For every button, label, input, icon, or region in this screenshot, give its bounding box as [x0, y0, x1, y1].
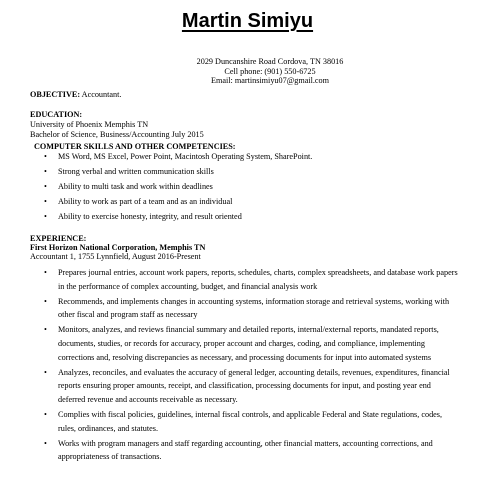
skill-item: • Ability to multi task and work within deadlines — [44, 182, 213, 191]
bullet-icon: • — [44, 325, 47, 335]
duty-item: • Recommends, and implements changes in accounting systems, information storage and retrieval systems, working with other fiscal and program staff as necessary — [44, 296, 450, 320]
education-heading: EDUCATION: — [30, 110, 83, 119]
skill-item: • Ability to work as part of a team and as an individual — [44, 197, 233, 206]
bullet-icon: • — [44, 152, 47, 161]
skill-item: • MS Word, MS Excel, Power Point, Macintosh Operating System, SharePoint. — [44, 152, 313, 161]
email-line: Email: martinsimiyu07@gmail.com — [210, 76, 330, 85]
address-line: 2029 Duncanshire Road Cordova, TN 38016 — [196, 57, 344, 66]
bullet-icon: • — [44, 296, 47, 306]
education-school: University of Phoenix Memphis TN — [30, 120, 149, 129]
skills-list — [40, 152, 312, 227]
duty-item: • Prepares journal entries, account work papers, reports, schedules, charts, complex spreadsheets, and database work papers in the performance of complex accounting, budget, and financial analysis work — [44, 268, 458, 291]
duty-item: • Monitors, analyzes, and reviews financial summary and detailed reports, internal/external reports, mandated reports, documents, studies, or records for accuracy, proper account and charges, coding, and compliance, implementing corrections and, resolving discrepancies as necessary, and processing documents for input into automated systems — [44, 325, 439, 362]
education-degree: Bachelor of Science, Business/Accounting July 2015 — [30, 130, 204, 139]
bullet-icon: • — [44, 268, 47, 277]
bullet-icon: • — [44, 212, 47, 221]
bullet-icon: • — [44, 197, 47, 206]
bullet-icon: • — [44, 409, 47, 419]
bullet-icon: • — [44, 182, 47, 191]
experience-heading: EXPERIENCE: — [30, 234, 87, 243]
skills-heading: COMPUTER SKILLS AND OTHER COMPETENCIES: — [34, 142, 236, 151]
objective-value: Accountant. — [81, 90, 122, 99]
contact-block — [160, 57, 380, 86]
duty-item: • Analyzes, reconciles, and evaluates the accuracy of general ledger, accounting details, revenues, expenditures, financial reports ensuring proper amounts, receipt, and classification, processing documents for input, and posting year end deferred revenue and accounts receivable as necessary. — [44, 367, 450, 404]
duty-item: • Complies with fiscal policies, guidelines, internal fiscal controls, and applicable Federal and State regulations, codes, rules, ordinances, and statutes. — [44, 409, 443, 433]
bullet-icon: • — [44, 167, 47, 176]
duty-item: • Works with program managers and staff regarding accounting, other financial matters, accounting corrections, and appropriateness of transactions. — [44, 438, 433, 462]
objective-label: OBJECTIVE: — [30, 90, 81, 99]
bullet-icon: • — [44, 438, 47, 448]
objective-section — [30, 90, 121, 100]
resume-name — [0, 8, 495, 34]
skill-item: • Ability to exercise honesty, integrity, and result oriented — [44, 212, 242, 221]
position-title: Accountant 1, 1755 Lynnfield, August 2016-Present — [30, 252, 201, 261]
duties-list — [40, 266, 460, 465]
skill-item: • Strong verbal and written communication skills — [44, 167, 214, 176]
phone-line: Cell phone: (901) 550-6725 — [224, 66, 316, 76]
employer-name: First Horizon National Corporation, Memphis TN — [30, 243, 206, 252]
bullet-icon: • — [44, 367, 47, 377]
education-section — [30, 110, 204, 140]
name-text: Martin Simiyu — [181, 10, 314, 32]
